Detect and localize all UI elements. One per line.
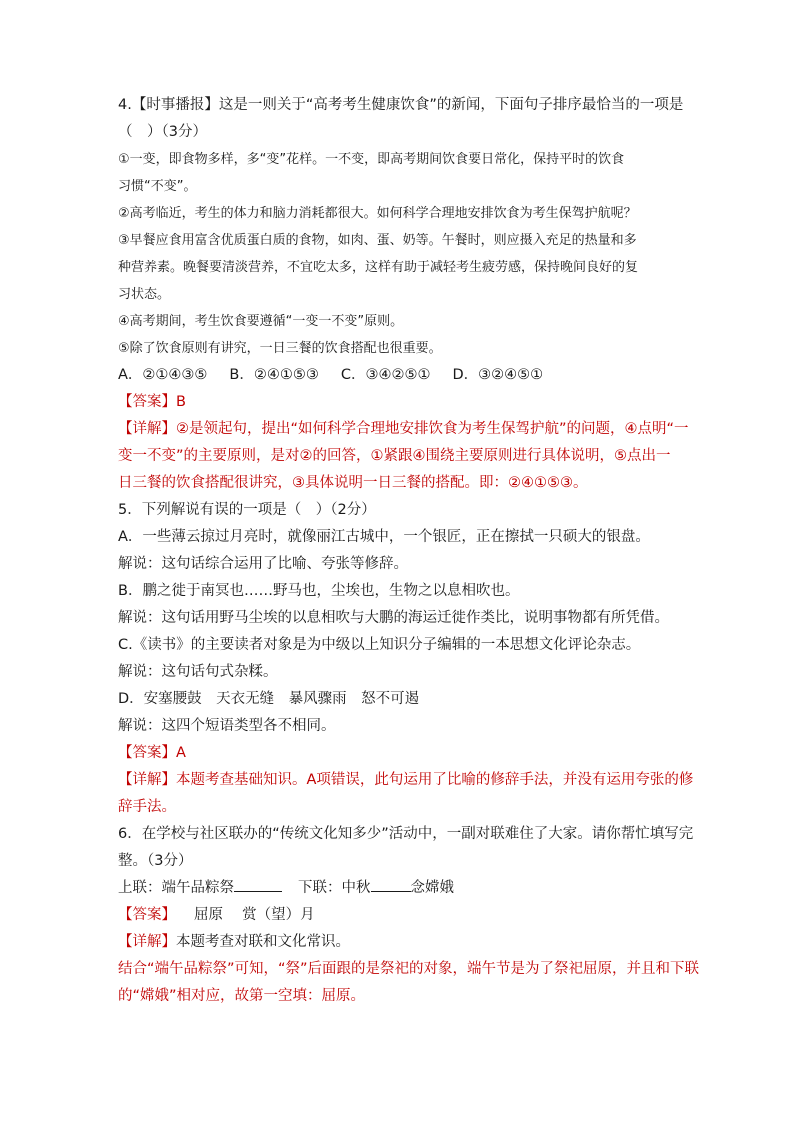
detail-text: 本题考查基础知识。A项错误，此句运用了比喻的修辞手法，并没有运用夸张的修 xyxy=(176,772,694,788)
detail-label: 【详解】 xyxy=(118,934,176,950)
q4-sentence-3-cont: 种营养素。晚餐要清淡营养，不宜吃太多，这样有助于减轻考生疲劳感，保持晚间良好的复 xyxy=(118,260,639,275)
lower-blank xyxy=(371,877,411,892)
q6-explanation: 结合“端午品粽祭”可知，“祭”后面跟的是祭祀的对象，端午节是为了祭祀屈原，并且和下联 xyxy=(118,961,700,977)
answer-label: 【答案】 xyxy=(118,745,176,761)
upper-blank xyxy=(234,877,282,892)
answer-value: A xyxy=(176,745,186,761)
detail-label: 【详解】 xyxy=(118,421,176,437)
q6-stem-cont: 整。（3分） xyxy=(118,853,193,869)
q6-couplet xyxy=(118,875,678,902)
q4-detail-cont: 变一不变”的主要原则，是对②的回答，①紧跟④围绕主要原则进行具体说明，⑤点出一 xyxy=(118,448,671,464)
answer-value: B xyxy=(176,394,186,410)
q6-answer xyxy=(118,902,678,929)
q5-option-d: D．安塞腰鼓 天衣无缝 暴风骤雨 怒不可遏 xyxy=(118,691,420,707)
q4-answer xyxy=(118,389,678,416)
lower-couplet: 下联：中秋 xyxy=(298,880,371,896)
q5-detail xyxy=(118,767,694,794)
q4-options xyxy=(118,362,678,389)
detail-text: 本题考查对联和文化常识。 xyxy=(176,934,350,950)
lower-couplet-end: 念嫦娥 xyxy=(410,880,454,896)
q6-detail xyxy=(118,929,678,956)
answer-label: 【答案】 xyxy=(118,394,176,410)
q4-stem-score: （ ）（3分） xyxy=(118,124,207,140)
answer-label: 【答案】 xyxy=(118,907,176,923)
detail-text: ②是领起句，提出“如何科学合理地安排饮食为考生保驾护航”的问题，④点明“一 xyxy=(176,421,689,437)
q6-stem: 6．在学校与社区联办的“传统文化知多少”活动中，一副对联难住了大家。请你帮忙填写完 xyxy=(118,826,694,842)
q4-option-a: A．②①④③⑤ xyxy=(118,367,208,383)
q4-sentence-5: ⑤除了饮食原则有讲究，一日三餐的饮食搭配也很重要。 xyxy=(118,341,442,356)
q4-detail xyxy=(118,416,689,443)
document-page xyxy=(118,92,700,1010)
q5-option-a: A．一些薄云掠过月亮时，就像丽江古城中，一个银匠，正在擦拭一只硕大的银盘。 xyxy=(118,529,650,545)
q6-explanation-end: 的“嫦娥”相对应，故第一空填：屈原。 xyxy=(118,988,366,1004)
q4-option-b: B．②④①⑤③ xyxy=(229,367,319,383)
q5-option-a-explanation: 解说：这句话综合运用了比喻、夸张等修辞。 xyxy=(118,556,408,572)
q4-sentence-4: ④高考期间，考生饮食要遵循“一变一不变”原则。 xyxy=(118,314,404,329)
q5-option-c: C.《读书》的主要读者对象是为中级以上知识分子编辑的一本思想文化评论杂志。 xyxy=(118,637,641,653)
q5-option-b: B．鹏之徙于南冥也……野马也，尘埃也，生物之以息相吹也。 xyxy=(118,583,520,599)
detail-label: 【详解】 xyxy=(118,772,176,788)
q4-option-c: C．③④②⑤① xyxy=(340,367,431,383)
q5-answer xyxy=(118,740,678,767)
q4-sentence-3-end: 习状态。 xyxy=(118,287,171,302)
q4-sentence-1-cont: 习惯“不变”。 xyxy=(118,179,197,194)
q4-sentence-3: ③早餐应食用富含优质蛋白质的食物，如肉、蛋、奶等。午餐时，则应摄入充足的热量和多 xyxy=(118,233,637,248)
q5-option-b-explanation: 解说：这句话用野马尘埃的以息相吹与大鹏的海运迁徙作类比，说明事物都有所凭借。 xyxy=(118,610,669,626)
upper-couplet: 上联：端午品粽祭 xyxy=(118,880,234,896)
q4-stem: 4.【时事播报】这是一则关于“高考考生健康饮食”的新闻，下面句子排序最恰当的一项是 xyxy=(118,97,684,113)
q4-sentence-2: ②高考临近，考生的体力和脑力消耗都很大。如何科学合理地安排饮食为考生保驾护航呢？ xyxy=(118,206,637,221)
q5-stem: 5．下列解说有误的一项是（ ）（2分） xyxy=(118,502,376,518)
q4-detail-end: 日三餐的饮食搭配很讲究，③具体说明一日三餐的搭配。即：②④①⑤③。 xyxy=(118,475,588,491)
q4-sentence-1: ①一变，即食物多样，多“变”花样。一不变，即高考期间饮食要日常化，保持平时的饮食 xyxy=(118,152,625,167)
q5-option-d-explanation: 解说：这四个短语类型各不相同。 xyxy=(118,718,336,734)
q5-option-c-explanation: 解说：这句话句式杂糅。 xyxy=(118,664,278,680)
q5-detail-cont: 辞手法。 xyxy=(118,799,176,815)
q4-option-d: D．③②④⑤① xyxy=(452,367,544,383)
answer-value: 屈原 赏（望）月 xyxy=(194,907,315,923)
